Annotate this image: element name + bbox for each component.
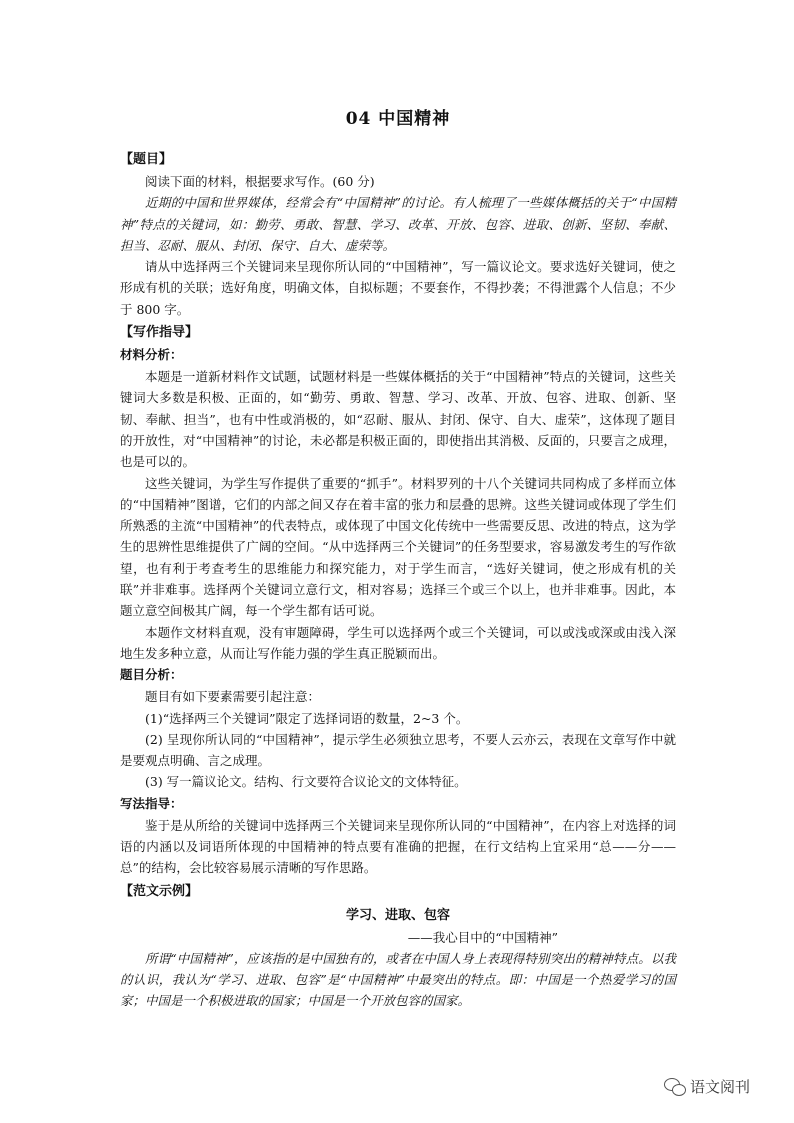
wechat-icon [664, 1078, 686, 1096]
topic-requirements: 请从中选择两三个关键词来呈现你所认同的“中国精神”，写一篇议论文。要求选好关键词，使之形成有机的关联；选好角度，明确文体，自拟标题；不要套作，不得抄袭；不得泄露个人信息；不少于 800 字。 [120, 259, 676, 317]
topic-heading: 【题目】 [120, 152, 173, 167]
material-paragraph-1: 本题是一道新材料作文试题，试题材料是一些媒体概括的关于“中国精神”特点的关键词，这些关键词大多数是积极、正面的，如“勤劳、勇敢、智慧、学习、改革、开放、包容、进取、创新、坚韧、奉献、担当”，也有中性或消极的，如“忍耐、服从、封闭、保守、自大、虚荣”，这体现了题目的开放性，对“中国精神”的讨论，未必都是积极正面的，即使指出其消极、反面的，只要言之成理，也是可以的。 [120, 369, 676, 470]
watermark-text: 语文阅刊 [690, 1078, 751, 1096]
material-paragraph-3: 本题作文材料直观，没有审题障碍，学生可以选择两个或三个关键词，可以或浅或深或由浅入深地生发多种立意，从而让写作能力强的学生真正脱颖而出。 [120, 624, 676, 661]
list-item: (3) 写一篇议论文。结构、行文要符合议论文的文体特征。 [145, 774, 467, 790]
sample-heading: 【范文示例】 [120, 883, 199, 899]
method-heading: 写法指导： [120, 795, 183, 811]
essay-paragraph-1: 所谓“中国精神”，应该指的是中国独有的，或者在中国人身上表现得特别突出的精神特点。以我的认识，我认为“学习、进取、包容”是“中国精神”中最突出的特点。即：中国是一个热爱学习的国家；中国是一个积极进取的国家；中国是一个开放包容的国家。 [120, 950, 676, 1009]
essay-title: 学习、进取、包容 [345, 907, 450, 923]
list-item: (1)“选择两三个关键词”限定了选择词语的数量，2~3 个。 [145, 710, 469, 726]
essay-body [120, 948, 676, 1012]
essay-subtitle: ——我心目中的“中国精神” [407, 929, 558, 945]
method-paragraph-1: 鉴于是从所给的关键词中选择两三个关键词来呈现你所认同的“中国精神”，在内容上对选择的词语的内涵以及词语所体现的中国精神的特点要有准确的把握，在行文结构上宜采用“总——分——总”的结构，会比较容易展示清晰的写作思路。 [120, 817, 676, 876]
topic-paragraph-1: 阅读下面的材料，根据要求写作。(60 分) [145, 174, 375, 189]
material-paragraph-2: 这些关键词，为学生写作提供了重要的“抓手”。材料罗列的十八个关键词共同构成了多样而立体的“中国精神”图谱，它们的内部之间又存在着丰富的张力和层叠的思辨。这些关键词或体现了学生们所熟悉的主流“中国精神”的代表特点，或体现了中国文化传统中一些需要反思、改进的特点，这为学生的思辨性思维提供了广阔的空间。“从中选择两三个关键词”的任务型要求，容易激发考生的写作欲望，也有利于考查考生的思维能力和探究能力，对于学生而言，“选好关键词，使之形成有机的关联”并非难事。选择两个关键词立意行文，相对容易；选择三个或三个以上，也并非难事。因此，本题立意空间极其广阔，每一个学生都有话可说。 [120, 475, 676, 619]
guide-heading: 【写作指导】 [120, 325, 199, 341]
document-page [120, 104, 676, 1012]
topic-material: 近期的中国和世界媒体，经常会有“中国精神”的讨论。有人梳理了一些媒体概括的关于“中国精神”特点的关键词，如：勤劳、勇敢、智慧、学习、改革、开放、包容、进取、创新、坚韧、奉献、担当、忍耐、服从、封闭、保守、自大、虚荣等。 [120, 195, 676, 253]
question-list [120, 708, 676, 793]
watermark [664, 1076, 750, 1097]
question-analysis-heading: 题目分析： [120, 667, 183, 683]
question-paragraph-1: 题目有如下要素需要引起注意： [145, 689, 321, 705]
page-title: 04 中国精神 [345, 109, 451, 129]
material-analysis-heading: 材料分析： [120, 347, 183, 363]
list-item: (2) 呈现你所认同的“中国精神”，提示学生必须独立思考，不要人云亦云，表现在文章写作中就是要观点明确、言之成理。 [120, 731, 676, 769]
